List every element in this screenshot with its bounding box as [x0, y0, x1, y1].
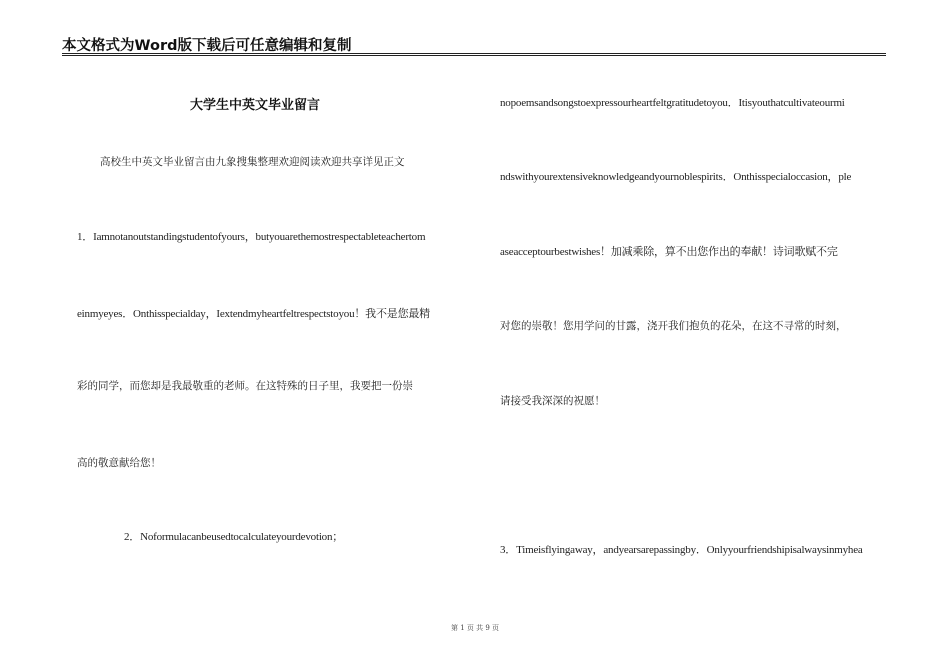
- left-paragraph-intro: 高校生中英文毕业留言由九象搜集整理欢迎阅读欢迎共享详见正文: [100, 156, 405, 168]
- page-number: 第 1 页 共 9 页: [450, 624, 500, 632]
- header-divider: [62, 53, 886, 54]
- left-paragraph-line: 彩的同学，而您却是我最敬重的老师。在这特殊的日子里，我要把一份崇: [77, 380, 413, 392]
- page-header-title: 本文格式为Word版下载后可任意编辑和复制: [62, 38, 352, 54]
- right-paragraph-line: ndswithyourextensiveknowledgeandyournoblespirits．Onthisspecialoccasion，ple: [500, 171, 852, 183]
- left-paragraph-line: 2．Noformulacanbeusedtocalculateyourdevotion；: [124, 531, 344, 543]
- left-paragraph-line: 高的敬意献给您！: [77, 457, 161, 469]
- document-title: 大学生中英文毕业留言: [190, 98, 321, 113]
- right-paragraph-line: nopoemsandsongstoexpressourheartfeltgratitudetoyou．Itisyouthatcultivateourmi: [500, 97, 845, 109]
- right-paragraph-line: 对您的崇敬！您用学问的甘露，浇开我们抱负的花朵，在这不寻常的时刻，: [500, 320, 847, 332]
- right-paragraph-line: 3．Timeisflyingaway，andyearsarepassingby．Onlyyourfriendshipisalwaysinmyhea: [500, 544, 863, 556]
- left-paragraph-line: 1．Iamnotanoutstandingstudentofyours，butyouarethemostrespectableteachertom: [77, 231, 426, 243]
- left-paragraph-line: einmyeyes．Onthisspecialday，Iextendmyheartfeltrespectstoyou！我不是您最精: [77, 308, 430, 320]
- right-paragraph-line: 请接受我深深的祝愿！: [500, 395, 605, 407]
- right-paragraph-line: aseacceptourbestwishes！加减乘除，算不出您作出的奉献！诗词歌赋不完: [500, 246, 838, 258]
- header-divider-secondary: [62, 55, 886, 56]
